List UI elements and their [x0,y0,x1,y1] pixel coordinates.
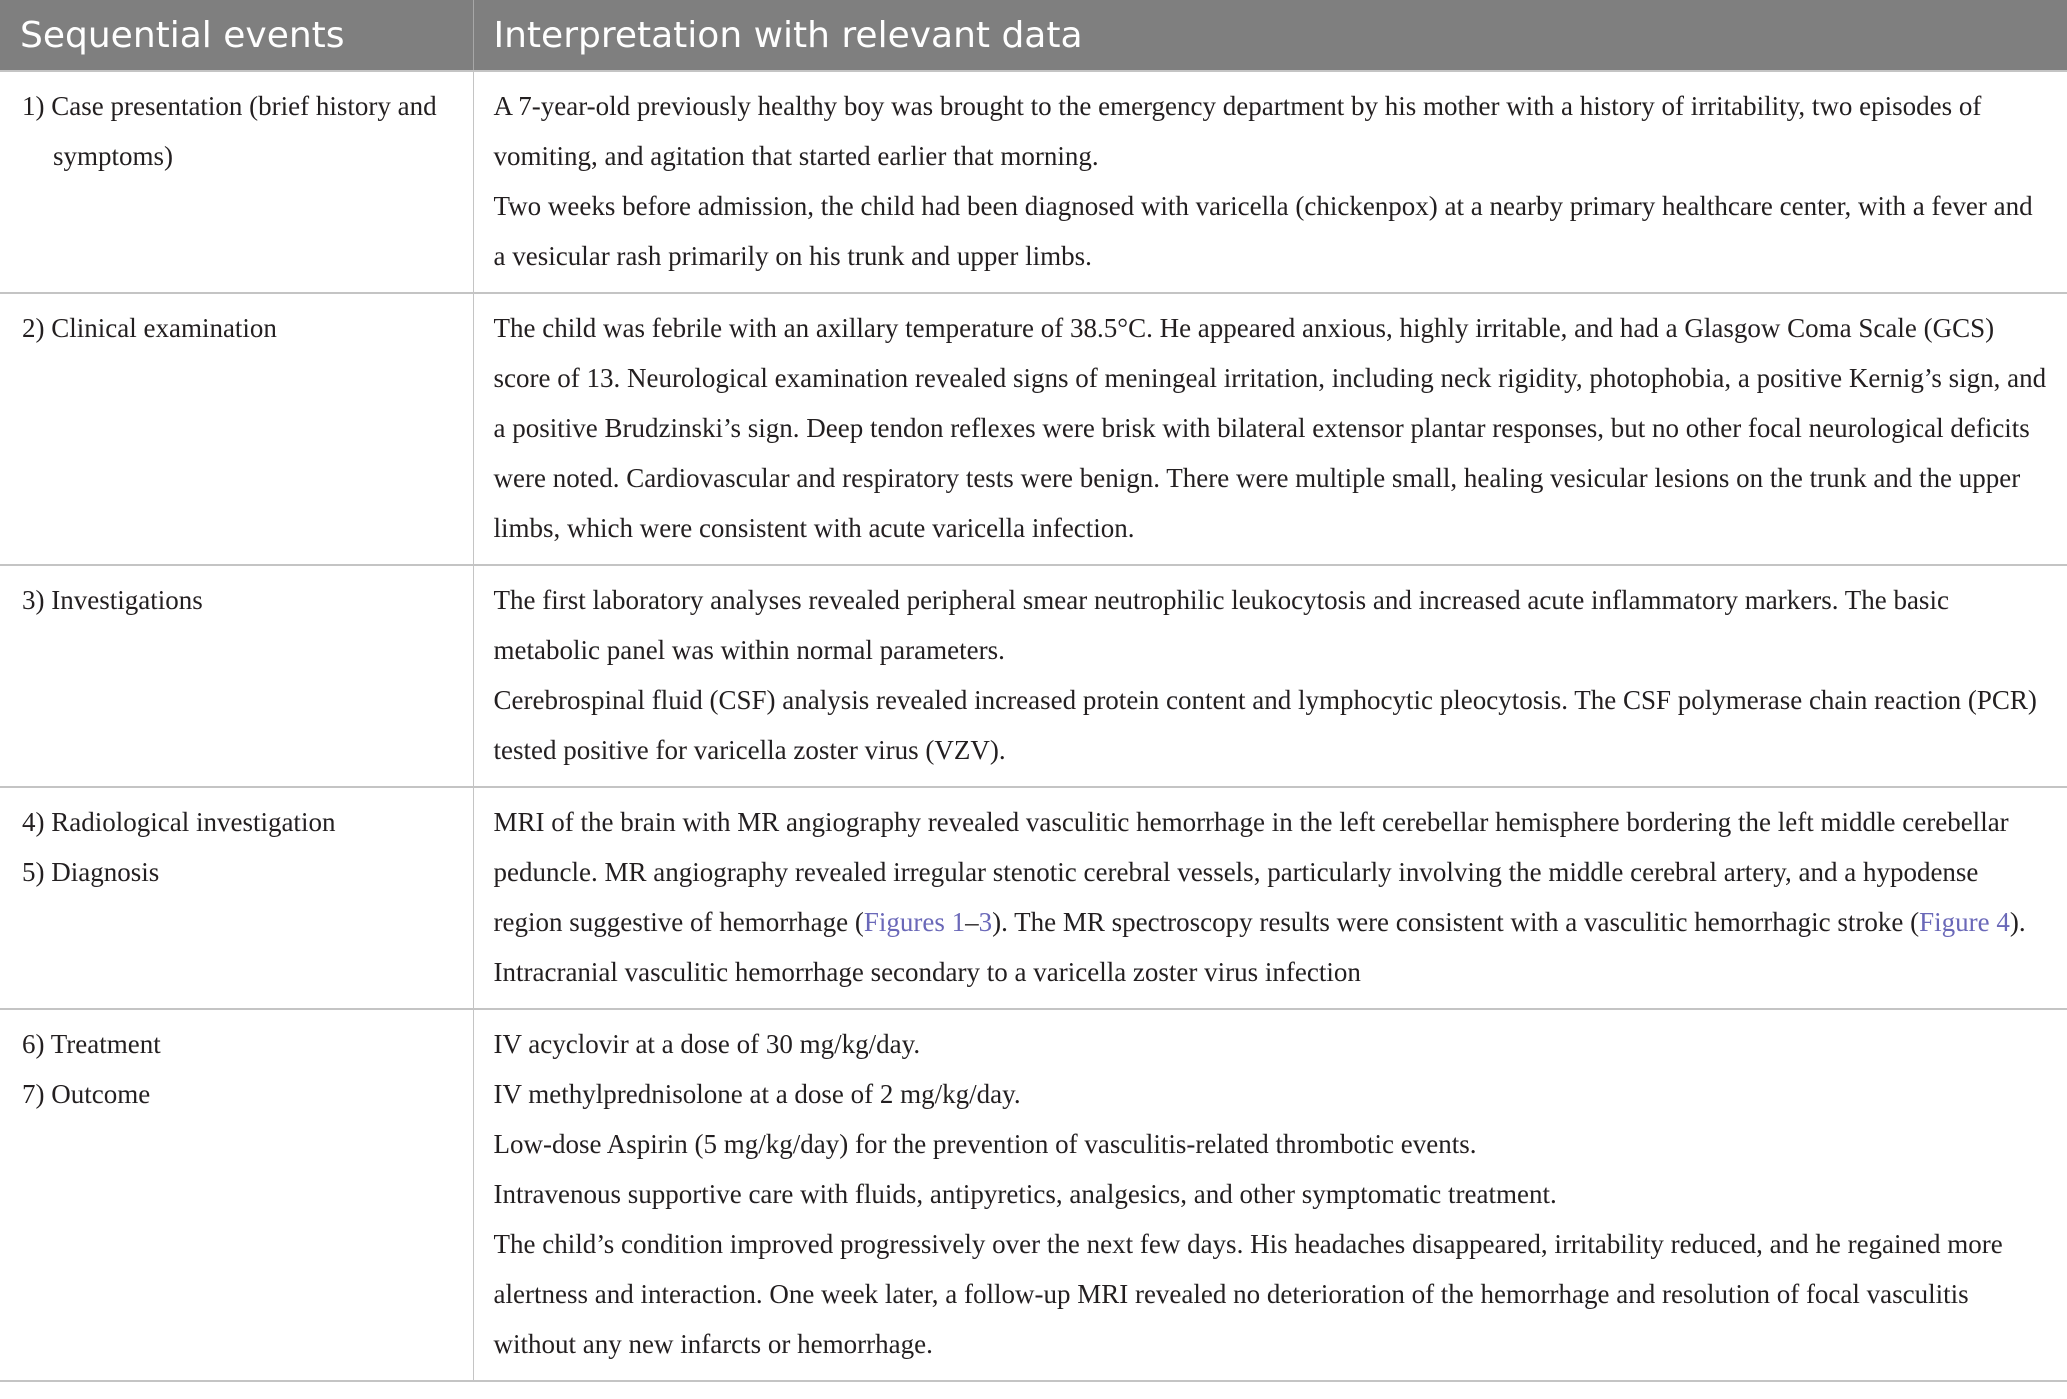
event-label: 1) Case presentation (brief history and symptoms) [22,91,437,171]
events-cell [0,293,473,565]
event-label: 5) Diagnosis [22,857,160,887]
interpretation-cell [473,1009,2067,1381]
events-cell [0,787,473,1009]
event-label: 6) Treatment [22,1029,161,1059]
figure-3-link[interactable]: 3 [978,907,993,937]
table-row [0,293,2067,565]
events-cell [0,1009,473,1381]
event-label: 7) Outcome [22,1079,151,1109]
header-sequential-events: Sequential events [0,0,473,71]
event-label: 2) Clinical examination [22,313,277,343]
interpretation-cell [473,293,2067,565]
event-label: 4) Radiological investigation [22,807,336,837]
en-dash: – [965,907,979,937]
interpretation-cell [473,565,2067,787]
figure-4-link[interactable]: Figure 4 [1919,907,2010,937]
interpretation-line: Two weeks before admission, the child had been diagnosed with varicella (chickenpox) at a nearby primary healthcare center, with a fever and a vesicular rash primarily on his trunk and upper limbs. [493,191,2033,271]
interpretation-line: The child’s condition improved progressively over the next few days. His headaches disappeared, irritability reduced, and he regained more alertness and interaction. One week later, a follow-up MRI revealed no deterioration of the hemorrhage and resolution of focal vasculitis without any new infarcts or hemorrhage. [493,1229,2003,1359]
interpretation-line: IV methylprednisolone at a dose of 2 mg/kg/day. [493,1079,1021,1109]
table-row [0,565,2067,787]
events-cell [0,565,473,787]
interpretation-cell [473,71,2067,293]
diagnosis-line: Intracranial vasculitic hemorrhage secondary to a varicella zoster virus infection [493,957,1361,987]
interpretation-line: Cerebrospinal fluid (CSF) analysis revealed increased protein content and lymphocytic pleocytosis. The CSF polymerase chain reaction (PCR) tested positive for varicella zoster virus (VZV). [493,685,2037,765]
interpretation-cell [473,787,2067,1009]
interpretation-line: Low-dose Aspirin (5 mg/kg/day) for the prevention of vasculitis-related thrombotic events. [493,1129,1477,1159]
header-interpretation: Interpretation with relevant data [473,0,2067,71]
table-row [0,1009,2067,1381]
interpretation-line: The first laboratory analyses revealed peripheral smear neutrophilic leukocytosis and increased acute inflammatory markers. The basic metabolic panel was within normal parameters. [493,585,1949,665]
events-cell [0,71,473,293]
interpretation-line: Intravenous supportive care with fluids, antipyretics, analgesics, and other symptomatic treatment. [493,1179,1557,1209]
interpretation-line: A 7-year-old previously healthy boy was brought to the emergency department by his mother with a history of irritability, two episodes of vomiting, and agitation that started earlier that morning. [493,91,1982,171]
header-row [0,0,2067,71]
mri-findings [494,797,2050,947]
mri-text: MRI of the brain with MR angiography revealed vasculitic hemorrhage in the left cerebellar hemisphere bordering the left middle cerebellar peduncle. MR angiography revealed irregular stenotic cerebral vessels, particularly involving the middle cerebral artery, and a hypodense region suggestive of hemorrhage ( [493,807,2009,937]
interpretation-line: IV acyclovir at a dose of 30 mg/kg/day. [493,1029,921,1059]
mri-text: ). The MR spectroscopy results were consistent with a vasculitic hemorrhagic stroke ( [992,907,1920,937]
event-label: 3) Investigations [22,585,203,615]
table-row [0,71,2067,293]
mri-text: ). [2009,907,2026,937]
figures-1-link[interactable]: Figures 1 [863,907,966,937]
interpretation-line: The child was febrile with an axillary temperature of 38.5°C. He appeared anxious, highly irritable, and had a Glasgow Coma Scale (GCS) score of 13. Neurological examination revealed signs of meningeal irritation, including neck rigidity, photophobia, a positive Kernig’s sign, and a positive Brudzinski’s sign. Deep tendon reflexes were brisk with bilateral extensor plantar responses, but no other focal neurological deficits were noted. Cardiovascular and respiratory tests were benign. There were multiple small, healing vesicular lesions on the trunk and the upper limbs, which were consistent with acute varicella infection. [493,313,2047,543]
table-row [0,787,2067,1009]
